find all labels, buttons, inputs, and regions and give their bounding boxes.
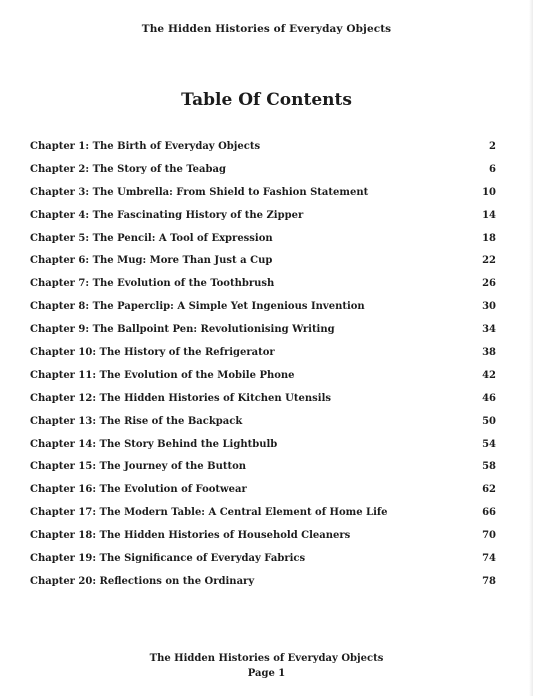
toc-entry-11[interactable]: [30, 370, 496, 393]
toc-entry-title: Chapter 4: The Fascinating History of the Zipper: [30, 209, 304, 221]
toc-entry-18[interactable]: [30, 530, 496, 553]
toc-entry-page: 6: [489, 163, 496, 175]
toc-entry-10[interactable]: [30, 347, 496, 370]
toc-entry-page: 14: [482, 209, 496, 221]
toc-entry-2[interactable]: [30, 164, 496, 187]
toc-entry-page: 34: [482, 324, 496, 336]
toc-entry-page: 42: [482, 369, 496, 381]
toc-entry-8[interactable]: [30, 301, 496, 324]
toc-entry-page: 62: [482, 484, 496, 496]
toc-entry-title: Chapter 1: The Birth of Everyday Objects: [30, 141, 261, 152]
toc-entry-page: 70: [482, 530, 496, 542]
toc-entry-title: Chapter 10: The History of the Refrigerator: [30, 347, 275, 359]
toc-entry-title: Chapter 14: The Story Behind the Lightbulb: [30, 438, 278, 450]
toc-entry-14[interactable]: [30, 439, 496, 462]
toc-entry-title: Chapter 7: The Evolution of the Toothbrush: [30, 278, 275, 290]
toc-entry-1[interactable]: [30, 141, 496, 164]
toc-entry-page: 2: [489, 141, 496, 152]
toc-entry-page: 30: [482, 301, 496, 313]
toc-entry-12[interactable]: [30, 393, 496, 416]
toc-entry-page: 46: [482, 392, 496, 404]
toc-entry-13[interactable]: [30, 416, 496, 439]
toc-entry-page: 26: [482, 278, 496, 290]
toc-entry-title: Chapter 9: The Ballpoint Pen: Revolutionising Writing: [30, 324, 335, 336]
footer-title: The Hidden Histories of Everyday Objects: [149, 653, 384, 664]
toc-entry-17[interactable]: [30, 507, 496, 530]
page-edge-shadow: [529, 0, 533, 696]
toc-entry-title: Chapter 18: The Hidden Histories of Household Cleaners: [30, 530, 351, 542]
page-footer: [0, 651, 533, 681]
toc-entry-title: Chapter 16: The Evolution of Footwear: [30, 484, 247, 496]
toc-entry-title: Chapter 6: The Mug: More Than Just a Cup: [30, 255, 273, 267]
toc-entry-9[interactable]: [30, 324, 496, 347]
toc-entry-19[interactable]: [30, 553, 496, 576]
toc-entry-16[interactable]: [30, 484, 496, 507]
toc-entry-page: 54: [482, 438, 496, 450]
toc-entry-title: Chapter 20: Reflections on the Ordinary: [30, 575, 255, 587]
toc-entry-20[interactable]: [30, 576, 496, 599]
toc-entry-15[interactable]: [30, 461, 496, 484]
toc-entry-page: 58: [482, 461, 496, 473]
toc-entry-title: Chapter 13: The Rise of the Backpack: [30, 415, 243, 427]
toc-entry-6[interactable]: [30, 255, 496, 278]
toc-entry-page: 50: [482, 415, 496, 427]
toc-entry-title: Chapter 12: The Hidden Histories of Kitchen Utensils: [30, 392, 331, 404]
toc-entry-page: 66: [482, 507, 496, 519]
toc-entry-title: Chapter 15: The Journey of the Button: [30, 461, 247, 473]
toc-entry-page: 22: [482, 255, 496, 267]
toc-entry-page: 18: [482, 232, 496, 244]
toc-entry-title: Chapter 3: The Umbrella: From Shield to Fashion Statement: [30, 186, 369, 198]
toc-entry-page: 10: [482, 186, 496, 198]
toc-heading: Table Of Contents: [181, 90, 352, 110]
page-number: Page 1: [247, 668, 286, 679]
toc-entry-title: Chapter 2: The Story of the Teabag: [30, 163, 226, 175]
toc-entry-3[interactable]: [30, 187, 496, 210]
toc-entry-5[interactable]: [30, 233, 496, 256]
toc-entry-page: 78: [482, 575, 496, 587]
running-header: The Hidden Histories of Everyday Objects: [141, 23, 392, 35]
toc-entry-7[interactable]: [30, 278, 496, 301]
toc-entry-4[interactable]: [30, 210, 496, 233]
toc-entry-page: 38: [482, 347, 496, 359]
toc-entry-title: Chapter 17: The Modern Table: A Central Element of Home Life: [30, 507, 388, 519]
toc-list: [30, 141, 496, 599]
toc-entry-title: Chapter 8: The Paperclip: A Simple Yet Ingenious Invention: [30, 301, 365, 313]
toc-entry-title: Chapter 5: The Pencil: A Tool of Expression: [30, 232, 273, 244]
toc-entry-page: 74: [482, 553, 496, 565]
toc-entry-title: Chapter 19: The Significance of Everyday Fabrics: [30, 553, 306, 565]
toc-entry-title: Chapter 11: The Evolution of the Mobile Phone: [30, 369, 295, 381]
